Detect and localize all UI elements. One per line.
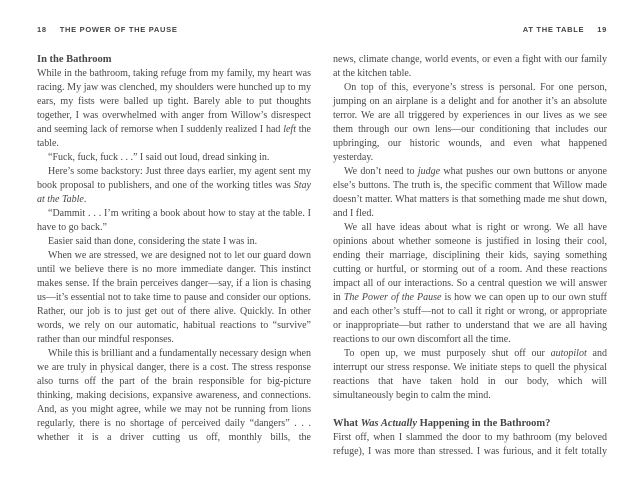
text-segment: Easier said than done, considering the state I was in. [48, 236, 258, 247]
text-segment: news, climate change, world events, or even a fight with our family at the kitchen table. [333, 54, 607, 79]
text-segment: First off, when I slammed the door to my bathroom (my beloved refuge), I was more than stressed. I was furious, and it felt totally [333, 432, 607, 457]
text-segment: and interrupt our stress response. We initiate steps to quell the physical reactions that have taken hold in our body, which will simultaneously begin to calm the mind. [333, 348, 607, 401]
page-number: 18 [37, 25, 47, 34]
body-paragraph [333, 165, 607, 221]
italic-text: judge [417, 166, 441, 177]
text-segment: Happening in the Bathroom? [417, 418, 551, 429]
right-page-text [333, 53, 607, 459]
text-segment: When we are stressed, we are designed not to let our guard down until we believe there is no more immediate danger. This instinct makes sense. If the brain perceives danger—say, if a lion is chasing us—it’s essential not to take time to pause and consider our options. Rather, our job is to just get out of there alive. Quickly. In other words, we rely on our automatic, habitual reactions to “survive” rather than our mindful responses. [37, 250, 311, 345]
text-segment: While in the bathroom, taking refuge from my family, my heart was racing. My jaw was clenched, my shoulders were hunched up to my ears, my fists were balled up tight. Barely able to put thoughts together, I was overwhelmed with anger from Willow’s disrespect and seeming lack of remorse when I suddenly realized I had [37, 68, 311, 135]
italic-text: left [283, 124, 296, 135]
text-segment: We don’t need to [344, 166, 418, 177]
italic-text: Was Actually [360, 418, 418, 429]
body-paragraph [333, 53, 607, 81]
text-segment: “Fuck, fuck, fuck . . .” I said out loud, dread sinking in. [48, 152, 270, 163]
page-number: 19 [597, 25, 607, 34]
text-segment: To open up, we must purposely shut off our [344, 348, 551, 359]
text-segment: In the Bathroom [37, 54, 112, 65]
left-page [37, 25, 311, 445]
text-segment: On top of this, everyone’s stress is personal. For one person, jumping on an airplane is a delight and for another it’s an absolute terror. We are all triggered by experiences in our lives as we see them through our own lens—our conditioning that includes our upbringing, our historic wounds, and even what happened yesterday. [333, 82, 607, 163]
running-header-title: AT THE TABLE [522, 25, 585, 34]
body-paragraph [37, 235, 311, 249]
text-segment: Here’s some backstory: Just three days earlier, my agent sent my book proposal to publishers, and one of the working titles was [37, 166, 311, 191]
body-paragraph [333, 431, 607, 459]
body-paragraph [333, 221, 607, 347]
italic-text: Stay at the Table [37, 180, 311, 205]
italic-text: The Power of the Pause [343, 292, 442, 303]
left-page-text [37, 53, 311, 445]
body-paragraph [37, 67, 311, 151]
text-segment: is how we can open up to our own stuff and each other’s stuff—not to call it right or wrong, or appropriate or inappropriate—but rather to understand that we are all having reactions to our own discomfort all the time. [333, 292, 608, 345]
right-page [333, 25, 607, 459]
text-segment: what pushes our own buttons or anyone else’s buttons. The truth is, the specific comment that Willow made doesn’t matter. What matters is that something made me shut down, and I fled. [333, 166, 607, 219]
body-paragraph [333, 81, 607, 165]
text-segment: While this is brilliant and a fundamentally necessary design when we are truly in physical danger, there is a cost. The stress response also turns off the part of the brain responsible for big-picture thinking, making decisions, expansive awareness, and connections. And, as you might agree, while we may not be running from lions regularly, there is no shortage of perceived daily “dangers” . . . whether it is a driver cutting us off, monthly bills, the [37, 348, 311, 443]
body-paragraph [37, 249, 311, 347]
text-segment: the table. [37, 124, 311, 149]
body-paragraph [37, 347, 311, 445]
text-segment: We all have ideas about what is right or wrong. We all have opinions about whether someone is justified in losing their cool, ending their marriage, disciplining their kids, saying something cutting or hurtful, or storming out of a room. And these reactions impact all of our interactions. So a central question we will answer in [333, 222, 607, 303]
body-paragraph [37, 207, 311, 235]
running-header [333, 25, 607, 35]
body-paragraph [37, 165, 311, 207]
text-segment: . [83, 194, 87, 205]
section-heading [333, 417, 607, 431]
italic-text: autopilot [550, 348, 587, 359]
running-header-title: THE POWER OF THE PAUSE [59, 25, 178, 34]
body-paragraph [37, 151, 311, 165]
running-header [37, 25, 311, 35]
section-heading [37, 53, 311, 67]
text-segment: “Dammit . . . I’m writing a book about how to stay at the table. I have to go back.” [37, 208, 311, 233]
body-paragraph [333, 347, 607, 403]
text-segment: What [333, 418, 361, 429]
